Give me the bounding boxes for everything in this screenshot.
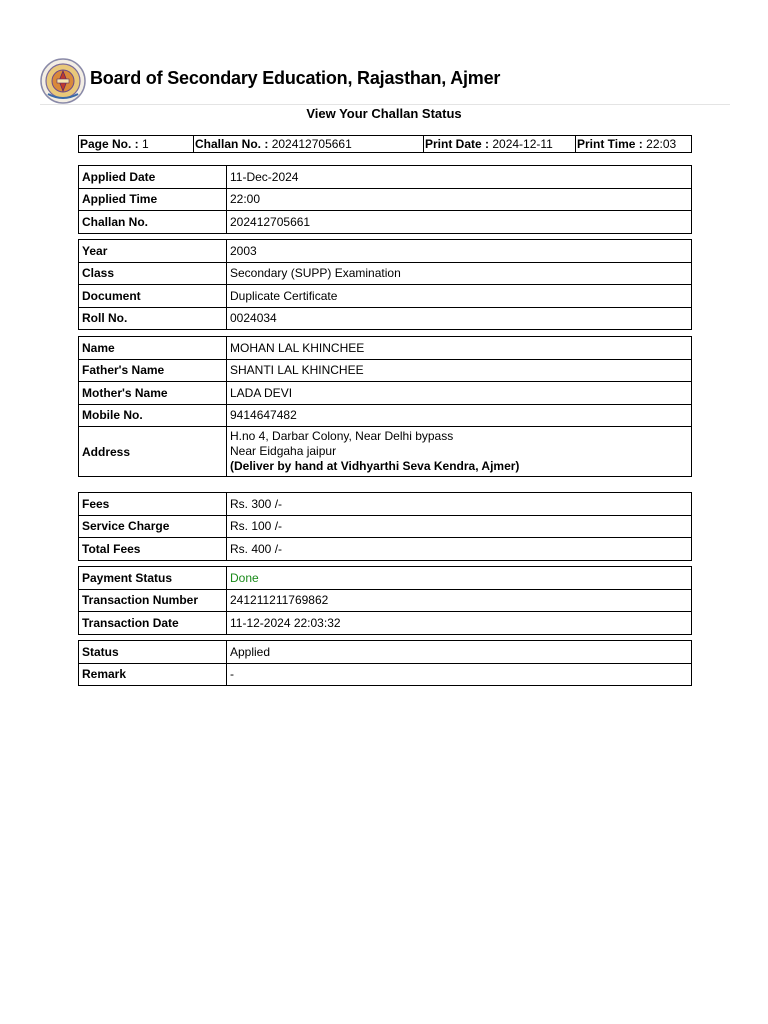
- class-label: Class: [79, 262, 227, 285]
- table-row: [79, 337, 692, 360]
- address-label: Address: [79, 427, 227, 477]
- service-charge-value: Rs. 100 /-: [227, 515, 692, 538]
- applied-time-label: Applied Time: [79, 188, 227, 211]
- table-row: [79, 382, 692, 405]
- name-label: Name: [79, 337, 227, 360]
- mobile-value: 9414647482: [227, 404, 692, 427]
- remark-label: Remark: [79, 663, 227, 686]
- applied-date-value: 11-Dec-2024: [227, 166, 692, 189]
- class-value: Secondary (SUPP) Examination: [227, 262, 692, 285]
- payment-table: [78, 566, 692, 635]
- table-row: [79, 262, 692, 285]
- exam-table: [78, 239, 692, 330]
- father-name-value: SHANTI LAL KHINCHEE: [227, 359, 692, 382]
- mother-name-value: LADA DEVI: [227, 382, 692, 405]
- table-row: [79, 612, 692, 635]
- service-charge-label: Service Charge: [79, 515, 227, 538]
- status-label: Status: [79, 641, 227, 664]
- board-emblem-icon: [40, 58, 86, 104]
- meta-challan-number: Challan No. : 202412705661: [195, 137, 352, 151]
- table-row: [79, 359, 692, 382]
- page-heading: View Your Challan Status: [306, 106, 462, 121]
- fees-label: Fees: [79, 493, 227, 516]
- header-divider: [40, 104, 730, 105]
- fees-value: Rs. 300 /-: [227, 493, 692, 516]
- transaction-number-label: Transaction Number: [79, 589, 227, 612]
- table-row: [79, 538, 692, 561]
- document-label: Document: [79, 285, 227, 308]
- year-label: Year: [79, 240, 227, 263]
- mother-name-label: Mother's Name: [79, 382, 227, 405]
- roll-no-value: 0024034: [227, 307, 692, 330]
- table-row: [79, 663, 692, 686]
- remark-value: -: [227, 663, 692, 686]
- address-value: [227, 427, 692, 477]
- personal-table: [78, 336, 692, 477]
- application-table: [78, 165, 692, 234]
- table-row: [79, 285, 692, 308]
- table-row: [79, 493, 692, 516]
- table-row: [79, 404, 692, 427]
- year-value: 2003: [227, 240, 692, 263]
- table-row: [79, 515, 692, 538]
- applied-date-label: Applied Date: [79, 166, 227, 189]
- print-meta-row: [78, 135, 692, 153]
- document-value: Duplicate Certificate: [227, 285, 692, 308]
- page-header: [40, 58, 730, 106]
- total-fees-value: Rs. 400 /-: [227, 538, 692, 561]
- status-table: [78, 640, 692, 686]
- table-row: [79, 211, 692, 234]
- print-time: Print Time : 22:03: [577, 137, 677, 151]
- transaction-date-value: 11-12-2024 22:03:32: [227, 612, 692, 635]
- table-row: [79, 307, 692, 330]
- roll-no-label: Roll No.: [79, 307, 227, 330]
- table-row: [79, 427, 692, 477]
- transaction-number-value: 241211211769862: [227, 589, 692, 612]
- applied-time-value: 22:00: [227, 188, 692, 211]
- challan-no-value: 202412705661: [227, 211, 692, 234]
- delivery-note: (Deliver by hand at Vidhyarthi Seva Kendra, Ajmer): [230, 459, 520, 473]
- print-date: Print Date : 2024-12-11: [425, 137, 553, 151]
- total-fees-label: Total Fees: [79, 538, 227, 561]
- transaction-date-label: Transaction Date: [79, 612, 227, 635]
- page-number: Page No. : 1: [80, 137, 149, 151]
- board-title: Board of Secondary Education, Rajasthan, Ajmer: [90, 68, 501, 88]
- table-row: [79, 641, 692, 664]
- father-name-label: Father's Name: [79, 359, 227, 382]
- table-row: [79, 240, 692, 263]
- table-row: [79, 166, 692, 189]
- table-row: [79, 589, 692, 612]
- status-value: Applied: [227, 641, 692, 664]
- fees-table: [78, 492, 692, 561]
- address-line-2: Near Eidgaha jaipur: [230, 444, 337, 458]
- name-value: MOHAN LAL KHINCHEE: [227, 337, 692, 360]
- payment-status-value: Done: [227, 567, 692, 590]
- payment-status-label: Payment Status: [79, 567, 227, 590]
- challan-no-label: Challan No.: [79, 211, 227, 234]
- table-row: [79, 188, 692, 211]
- mobile-label: Mobile No.: [79, 404, 227, 427]
- address-line-1: H.no 4, Darbar Colony, Near Delhi bypass: [230, 429, 454, 443]
- table-row: [79, 567, 692, 590]
